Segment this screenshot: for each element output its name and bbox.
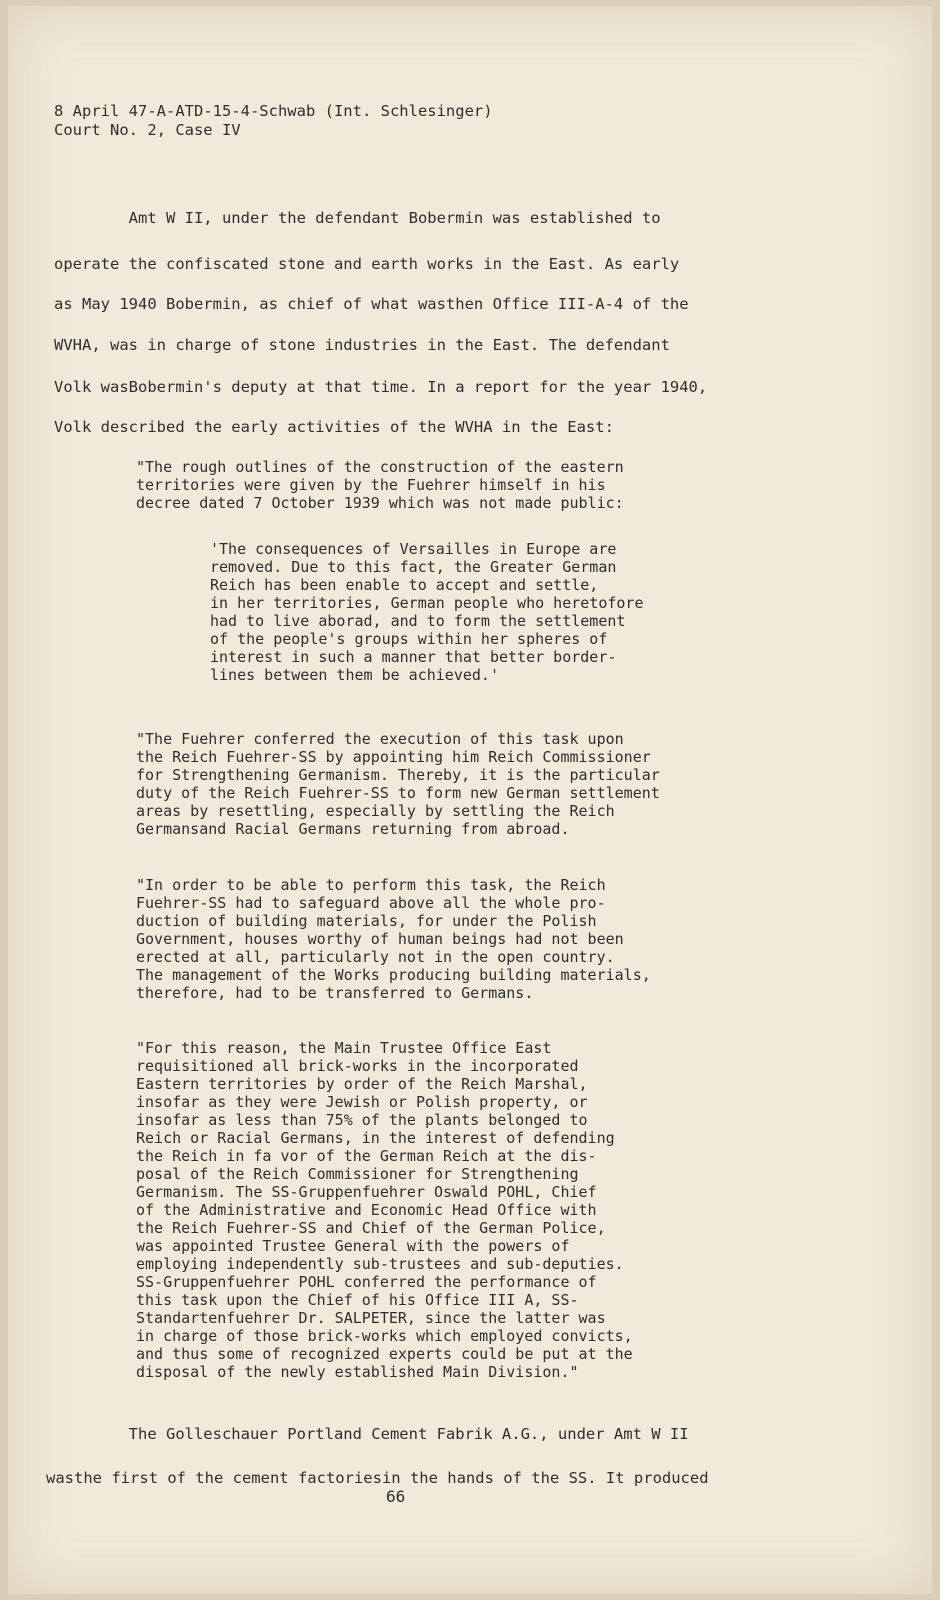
quote-line: employing independently sub-trustees and sub-deputies. bbox=[136, 1255, 624, 1273]
quote-line: decree dated 7 October 1939 which was not made public: bbox=[136, 494, 624, 512]
quote-line: insofar as less than 75% of the plants belonged to bbox=[136, 1111, 588, 1129]
header-line-1: 8 April 47-A-ATD-15-4-Schwab (Int. Schlesinger) bbox=[54, 102, 493, 120]
quote-line: was appointed Trustee General with the powers of bbox=[136, 1237, 570, 1255]
quote-line: Reich or Racial Germans, in the interest of defending bbox=[136, 1129, 615, 1147]
quote-line: the Reich in fa vor of the German Reich at the dis- bbox=[136, 1147, 597, 1165]
quote-line: duty of the Reich Fuehrer-SS to form new German settlement bbox=[136, 784, 660, 802]
quote-line: the Reich Fuehrer-SS by appointing him Reich Commissioner bbox=[136, 748, 651, 766]
inner-quote-paragraph bbox=[210, 540, 643, 684]
inner-quote-line: Reich has been enable to accept and settle, bbox=[210, 576, 599, 594]
inner-quote-line: interest in such a manner that better border- bbox=[210, 648, 617, 666]
intro-line: Volk wasBobermin's deputy at that time. In a report for the year 1940, bbox=[54, 378, 708, 396]
quote-line: requisitioned all brick-works in the incorporated bbox=[136, 1057, 579, 1075]
quote-line: insofar as they were Jewish or Polish property, or bbox=[136, 1093, 588, 1111]
closing-line: The Golleschauer Portland Cement Fabrik A.G., under Amt W II bbox=[54, 1425, 689, 1443]
quote-line: The management of the Works producing building materials, bbox=[136, 966, 651, 984]
quote-line: therefore, had to be transferred to Germans. bbox=[136, 984, 534, 1002]
inner-quote-line: lines between them be achieved.' bbox=[210, 666, 499, 684]
quote-line: posal of the Reich Commissioner for Strengthening bbox=[136, 1165, 579, 1183]
inner-quote-line: of the people's groups within her spheres of bbox=[210, 630, 608, 648]
quote-line: the Reich Fuehrer-SS and Chief of the German Police, bbox=[136, 1219, 606, 1237]
quote-line: duction of building materials, for under the Polish bbox=[136, 912, 597, 930]
quote-line: Eastern territories by order of the Reich Marshal, bbox=[136, 1075, 588, 1093]
quote-line: Germansand Racial Germans returning from abroad. bbox=[136, 820, 570, 838]
quote-paragraph-4 bbox=[136, 1039, 736, 1381]
intro-line: Amt W II, under the defendant Bobermin was established to bbox=[54, 209, 661, 227]
inner-quote-line: had to live aborad, and to form the settlement bbox=[210, 612, 626, 630]
quote-paragraph-2 bbox=[136, 730, 736, 838]
document-header bbox=[54, 102, 493, 140]
intro-line: as May 1940 Bobermin, as chief of what wasthen Office III-A-4 of the bbox=[54, 295, 689, 313]
quote-line: erected at all, particularly not in the open country. bbox=[136, 948, 615, 966]
quote-line: Fuehrer-SS had to safeguard above all the whole pro- bbox=[136, 894, 606, 912]
page-number: 66 bbox=[386, 1487, 406, 1506]
quote-line: disposal of the newly established Main Division." bbox=[136, 1363, 579, 1381]
quote-line: "In order to be able to perform this task, the Reich bbox=[136, 876, 606, 894]
inner-quote-line: in her territories, German people who heretofore bbox=[210, 594, 644, 612]
closing-line: wasthe first of the cement factoriesin the hands of the SS. It produced bbox=[46, 1469, 709, 1487]
inner-quote-line: 'The consequences of Versailles in Europe are bbox=[210, 540, 617, 558]
quote-line: "For this reason, the Main Trustee Office East bbox=[136, 1039, 552, 1057]
intro-line: WVHA, was in charge of stone industries in the East. The defendant bbox=[54, 336, 670, 354]
quote-line: SS-Gruppenfuehrer POHL conferred the performance of bbox=[136, 1273, 597, 1291]
intro-line: Volk described the early activities of the WVHA in the East: bbox=[54, 418, 614, 436]
quote-line: and thus some of recognized experts could be put at the bbox=[136, 1345, 633, 1363]
quote-line: Government, houses worthy of human beings had not been bbox=[136, 930, 624, 948]
quote-paragraph-1 bbox=[136, 458, 736, 512]
quote-line: territories were given by the Fuehrer himself in his bbox=[136, 476, 606, 494]
quote-line: areas by resettling, especially by settling the Reich bbox=[136, 802, 615, 820]
document-page bbox=[8, 6, 932, 1594]
inner-quote-line: removed. Due to this fact, the Greater German bbox=[210, 558, 617, 576]
quote-line: Germanism. The SS-Gruppenfuehrer Oswald POHL, Chief bbox=[136, 1183, 597, 1201]
quote-line: for Strengthening Germanism. Thereby, it is the particular bbox=[136, 766, 660, 784]
quote-line: in charge of those brick-works which employed convicts, bbox=[136, 1327, 633, 1345]
quote-line: Standartenfuehrer Dr. SALPETER, since the latter was bbox=[136, 1309, 606, 1327]
header-line-2: Court No. 2, Case IV bbox=[54, 121, 241, 139]
quote-line: of the Administrative and Economic Head Office with bbox=[136, 1201, 597, 1219]
quote-line: this task upon the Chief of his Office III A, SS- bbox=[136, 1291, 579, 1309]
quote-paragraph-3 bbox=[136, 876, 736, 1002]
quote-line: "The Fuehrer conferred the execution of this task upon bbox=[136, 730, 624, 748]
quote-line: "The rough outlines of the construction of the eastern bbox=[136, 458, 624, 476]
intro-line: operate the confiscated stone and earth works in the East. As early bbox=[54, 255, 680, 273]
